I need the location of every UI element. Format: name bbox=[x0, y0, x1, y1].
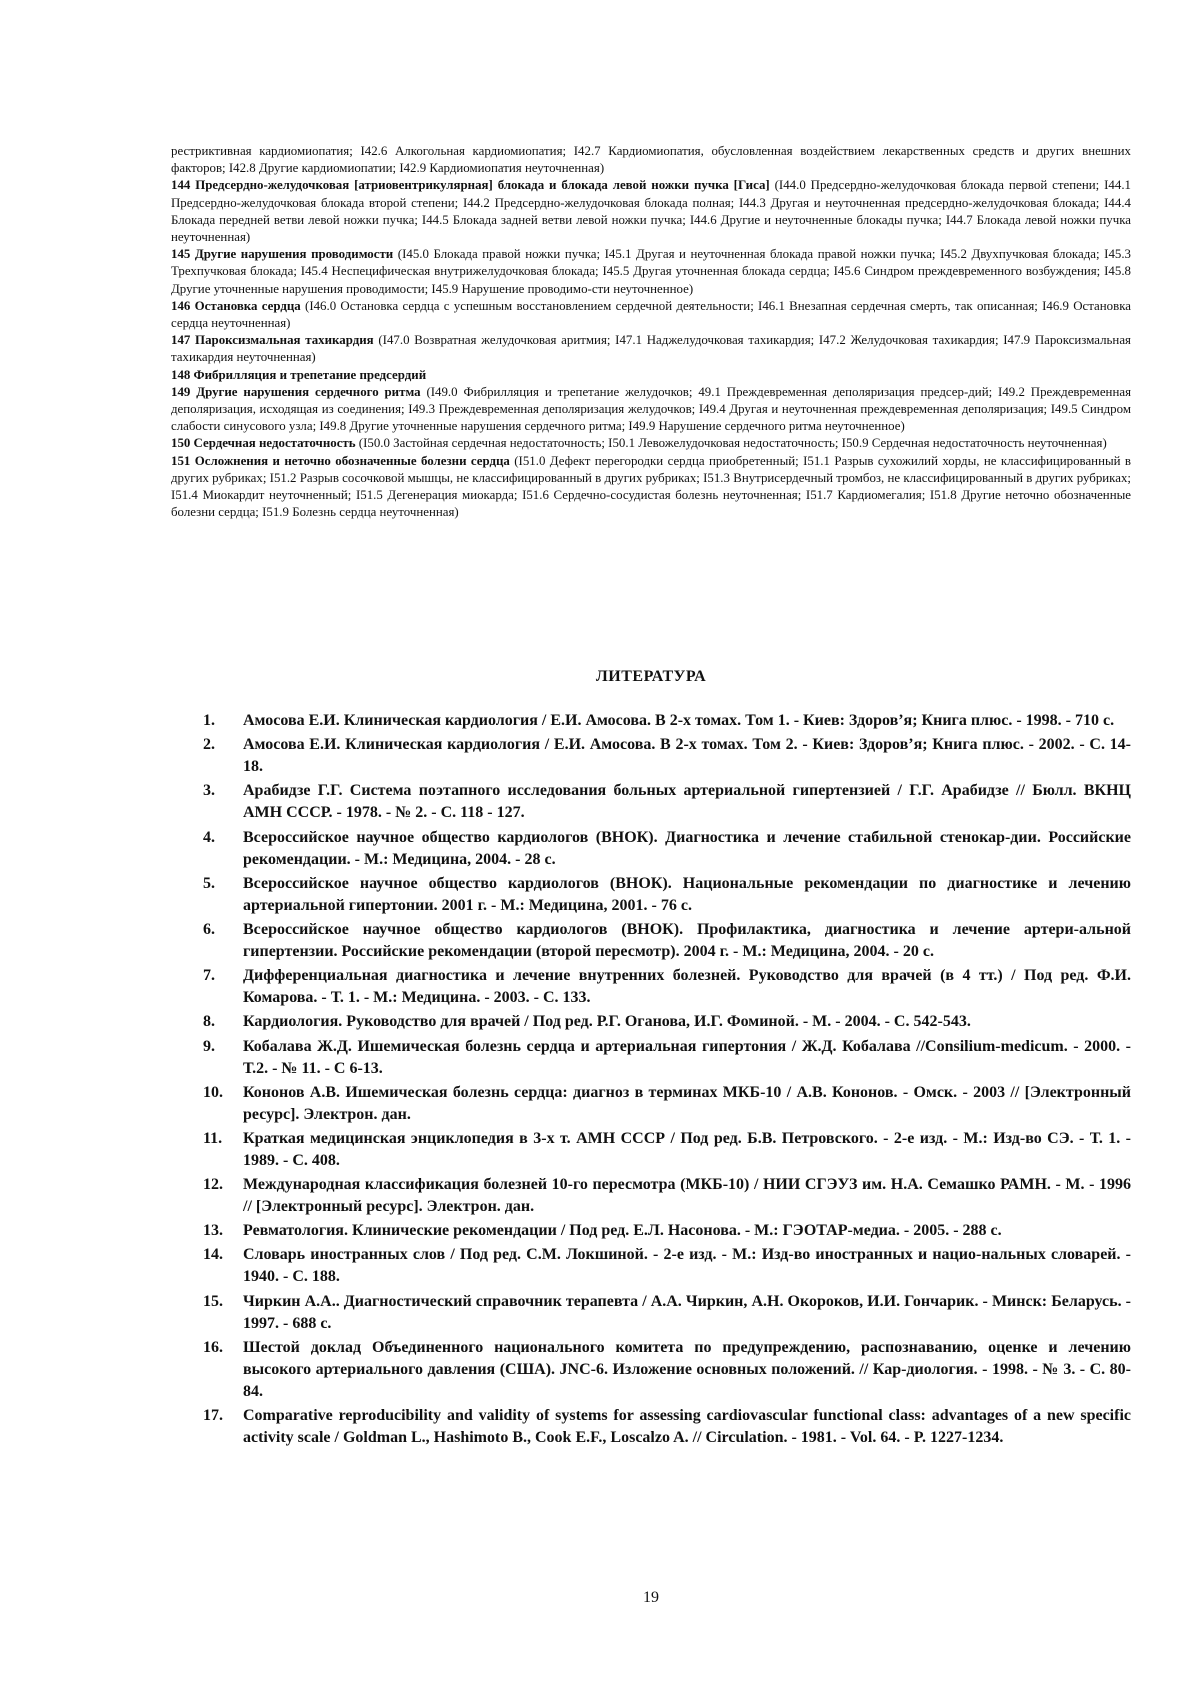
reference-item bbox=[203, 1405, 1131, 1449]
reference-item bbox=[203, 919, 1131, 963]
code-paragraph bbox=[171, 177, 1131, 246]
reference-text: Кобалава Ж.Д. Ишемическая болезнь сердца и артериальная гипертония / Ж.Д. Кобалава //Consilium-medicum. - 2000. - Т.2. - № 11. - С 6-13. bbox=[243, 1037, 1131, 1077]
reference-text: Словарь иностранных слов / Под ред. С.М. Локшиной. - 2-е изд. - М.: Изд-во иностранных и нацио-нальных словарей. - 1940. - С. 188. bbox=[243, 1246, 1131, 1286]
reference-item bbox=[203, 1244, 1131, 1288]
code-heading: 145 Другие нарушения проводимости bbox=[171, 247, 394, 262]
code-text: (I51.0 Дефект перегородки сердца приобретенный; I51.1 Разрыв сухожилий хорды, не классифицированный в других рубриках; I51.2 Разрыв сосочковой мышцы, не классифицированный в других рубриках; I51.3 Внутрисердечный тромбоз, не классифицированный в других рубриках; I51.4 Миокардит неуточненный; I51.5 Дегенерация миокарда; I51.6 Сердечно-сосудистая болезнь неуточненная; I51.7 Кардиомегалия; I51.8 Другие неточно обозначенные болезни сердца; I51.9 Болезнь сердца неуточненная) bbox=[171, 453, 1131, 520]
reference-text: Всероссийское научное общество кардиологов (ВНОК). Национальные рекомендации по диагностике и лечению артериальной гипертонии. 2001 г. - М.: Медицина, 2001. - 76 с. bbox=[243, 874, 1131, 914]
reference-item bbox=[203, 827, 1131, 871]
page-number: 19 bbox=[643, 1589, 659, 1606]
code-text: (I50.0 Застойная сердечная недостаточность; I50.1 Левожелудочковая недостаточность; I50.9 Сердечная недостаточность неуточненная) bbox=[355, 436, 1107, 451]
reference-number: 17. bbox=[203, 1407, 223, 1424]
code-heading: 148 Фибрилляция и трепетание предсердий bbox=[171, 367, 427, 382]
code-paragraph bbox=[171, 332, 1131, 366]
code-paragraph bbox=[171, 246, 1131, 298]
reference-number: 4. bbox=[203, 828, 215, 846]
reference-item bbox=[203, 1220, 1131, 1242]
reference-text: Кардиология. Руководство для врачей / Под ред. Р.Г. Оганова, И.Г. Фоминой. - М. - 2004. - С. 542-543. bbox=[243, 1013, 971, 1031]
reference-text: Всероссийское научное общество кардиологов (ВНОК). Диагностика и лечение стабильной стенокар-дии. Российские рекомендации. - М.: Медицина, 2004. - 28 с. bbox=[243, 828, 1131, 868]
code-heading: 150 Сердечная недостаточность bbox=[171, 436, 356, 451]
reference-item bbox=[203, 734, 1131, 778]
reference-number: 11. bbox=[203, 1129, 223, 1147]
code-text: (I46.0 Остановка сердца с успешным восстановлением сердечной деятельности; I46.1 Внезапная сердечная смерть, так описанная; I46.9 Остановка сердца неуточненная) bbox=[171, 298, 1131, 331]
code-paragraph bbox=[171, 367, 1131, 384]
reference-number: 7. bbox=[203, 967, 215, 985]
reference-item bbox=[203, 780, 1131, 824]
code-text: (I49.0 Фибрилляция и трепетание желудочков; 49.1 Преждевременная деполяризация предсер-дий; I49.2 Преждевременная деполяризация, исходящая из соединения; I49.3 Преждевременная деполяризация желудочков; I49.4 Другая и неуточненная преждевременная деполяризация; I49.5 Синдром слабости синусового узла; I49.8 Другие уточненные нарушения сердечного ритма; I49.9 Нарушение сердечного ритма неуточненное) bbox=[171, 384, 1131, 434]
reference-number: 5. bbox=[203, 874, 215, 892]
reference-number: 1. bbox=[203, 712, 215, 729]
reference-number: 6. bbox=[203, 920, 215, 938]
reference-item bbox=[203, 710, 1131, 732]
reference-text: Дифференциальная диагностика и лечение внутренних болезней. Руководство для врачей (в 4 тт.) / Под ред. Ф.И. Комарова. - Т. 1. - М.: Медицина. - 2003. - С. 133. bbox=[243, 967, 1131, 1007]
code-paragraph bbox=[171, 298, 1131, 332]
reference-item bbox=[203, 1036, 1131, 1080]
reference-list bbox=[203, 710, 1131, 1451]
code-text: рестриктивная кардиомиопатия; I42.6 Алкогольная кардиомиопатия; I42.7 Кардиомиопатия, обусловленная воздействием лекарственных средств и других внешних факторов; I42.8 Другие кардиомиопатии; I42.9 Кардиомиопатия неуточненная) bbox=[171, 144, 1131, 176]
icd-code-section bbox=[171, 143, 1131, 521]
reference-number: 9. bbox=[203, 1037, 215, 1055]
reference-item bbox=[203, 1011, 1131, 1033]
reference-number: 15. bbox=[203, 1292, 223, 1310]
reference-number: 10. bbox=[203, 1083, 223, 1101]
reference-text: Международная классификация болезней 10-го пересмотра (МКБ-10) / НИИ СГЭУЗ им. Н.А. Семашко РАМН. - М. - 1996 // [Электронный ресурс]. Электрон. дан. bbox=[243, 1176, 1131, 1216]
reference-number: 14. bbox=[203, 1246, 223, 1264]
reference-text: Чиркин А.А.. Диагностический справочник терапевта / А.А. Чиркин, А.Н. Окороков, И.И. Гончарик. - Минск: Беларусь. - 1997. - 688 с. bbox=[243, 1292, 1131, 1332]
code-heading: 149 Другие нарушения сердечного ритма bbox=[171, 384, 421, 399]
code-paragraph bbox=[171, 453, 1131, 522]
reference-number: 2. bbox=[203, 736, 215, 754]
reference-number: 8. bbox=[203, 1013, 215, 1031]
code-heading: 151 Осложнения и неточно обозначенные болезни сердца bbox=[171, 453, 510, 468]
reference-text: Всероссийское научное общество кардиологов (ВНОК). Профилактика, диагностика и лечение артери-альной гипертензии. Российские рекомендации (второй пересмотр). 2004 г. - М.: Медицина, 2004. - 20 с. bbox=[243, 920, 1131, 960]
reference-number: 16. bbox=[203, 1338, 223, 1356]
reference-item bbox=[203, 1337, 1131, 1403]
reference-text: Ревматология. Клинические рекомендации / Под ред. Е.Л. Насонова. - М.: ГЭОТАР-медиа. - 2005. - 288 с. bbox=[243, 1222, 1002, 1240]
reference-item bbox=[203, 1128, 1131, 1172]
reference-item bbox=[203, 1082, 1131, 1126]
reference-text: Кононов А.В. Ишемическая болезнь сердца: диагноз в терминах МКБ-10 / А.В. Кононов. - Омск. - 2003 // [Электронный ресурс]. Электрон. дан. bbox=[243, 1083, 1131, 1123]
reference-text: Шестой доклад Объединенного национального комитета по предупреждению, распознаванию, оценке и лечению высокого артериального давления (США). JNC-6. Изложение основных положений. // Кар-диология. - 1998. - № 3. - С. 80-84. bbox=[243, 1338, 1131, 1400]
code-heading: 147 Пароксизмальная тахикардия bbox=[171, 333, 374, 348]
reference-text: Амосова Е.И. Клиническая кардиология / Е.И. Амосова. В 2-х томах. Том 2. - Киев: Здоров’я; Книга плюс. - 2002. - С. 14-18. bbox=[243, 736, 1131, 776]
reference-text: Краткая медицинская энциклопедия в 3-х т. АМН СССР / Под ред. Б.В. Петровского. - 2-е изд. - М.: Изд-во СЭ. - Т. 1. - 1989. - С. 408. bbox=[243, 1129, 1131, 1169]
code-paragraph bbox=[171, 435, 1131, 452]
reference-text: Арабидзе Г.Г. Система поэтапного исследования больных артериальной гипертензией / Г.Г. Арабидзе // Бюлл. ВКНЦ АМН СССР. - 1978. - № 2. - С. 118 - 127. bbox=[243, 782, 1131, 822]
literature-title: ЛИТЕРАТУРА bbox=[595, 668, 707, 685]
reference-item bbox=[203, 1291, 1131, 1335]
reference-number: 3. bbox=[203, 782, 215, 800]
code-paragraph bbox=[171, 143, 1131, 177]
code-heading: 144 Предсердно-желудочковая [атриовентрикулярная] блокада и блокада левой ножки пучка [Гиса] bbox=[171, 178, 770, 193]
reference-item bbox=[203, 965, 1131, 1009]
reference-item bbox=[203, 873, 1131, 917]
code-paragraph bbox=[171, 384, 1131, 436]
reference-text: Амосова Е.И. Клиническая кардиология / Е.И. Амосова. В 2-х томах. Том 1. - Киев: Здоров’я; Книга плюс. - 1998. - 710 с. bbox=[243, 712, 1115, 729]
code-heading: 146 Остановка сердца bbox=[171, 298, 301, 313]
code-text: (I47.0 Возвратная желудочковая аритмия; I47.1 Наджелудочковая тахикардия; I47.2 Желудочковая тахикардия; I47.9 Пароксизмальная тахикардия неуточненная) bbox=[171, 333, 1131, 365]
reference-text: Comparative reproducibility and validity of systems for assessing cardiovascular functional class: advantages of a new specific activity scale / Goldman L., Hashimoto B., Cook E.F., Loscalzo A. // Circulation. - 1981. - Vol. 64. - P. 1227-1234. bbox=[243, 1407, 1131, 1446]
code-text: (I45.0 Блокада правой ножки пучка; I45.1 Другая и неуточненная блокада правой ножки пучка; I45.2 Двухпучковая блокада; I45.3 Трехпучковая блокада; I45.4 Неспецифическая внутрижелудочковая блокада; I45.5 Другая уточненная блокада сердца; I45.6 Синдром преждевременного возбуждения; I45.8 Другие уточненные нарушения проводимости; I45.9 Нарушение проводимо-сти неуточненное) bbox=[171, 247, 1131, 296]
reference-number: 13. bbox=[203, 1222, 223, 1240]
reference-item bbox=[203, 1174, 1131, 1218]
reference-number: 12. bbox=[203, 1176, 223, 1194]
code-text: (I44.0 Предсердно-желудочковая блокада первой степени; I44.1 Предсердно-желудочковая блокада второй степени; I44.2 Предсердно-желудочковая блокада полная; I44.3 Другая и неуточненная предсердно-желудочковая блокада; I44.4 Блокада передней ветви левой ножки пучка; I44.5 Блокада задней ветви левой ножки пучка; I44.6 Другие и неуточненные блокады пучка; I44.7 Блокада левой ножки пучка неуточненная) bbox=[171, 178, 1131, 245]
